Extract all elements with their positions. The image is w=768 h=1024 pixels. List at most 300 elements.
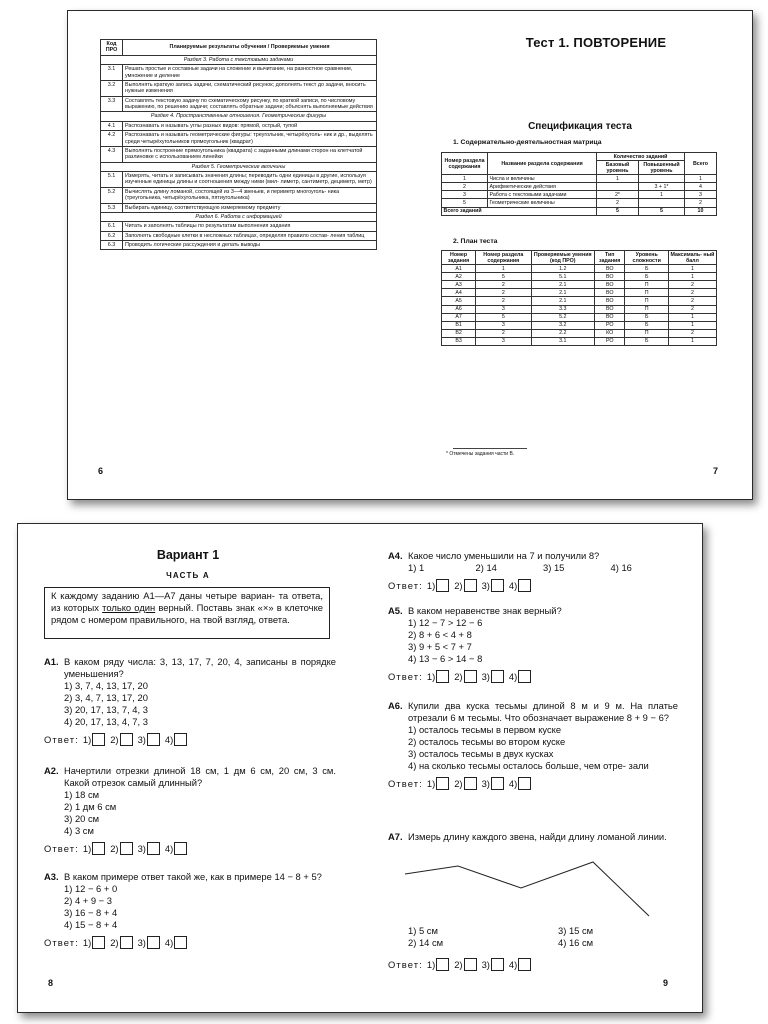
plan-row (442, 265, 717, 273)
option-4: 4) на сколько тесьмы осталось больше, чем отре- зали (408, 760, 649, 771)
question-number: А5. (388, 605, 403, 616)
plan-cell: A4 (442, 289, 476, 297)
page-number-9: 9 (663, 978, 669, 988)
answer-num-3: 3) (137, 733, 146, 745)
plan-header-row (442, 251, 717, 265)
matrix-title: 1. Содержательно-деятельностная матрица (453, 139, 602, 146)
plan-cell: 2 (668, 297, 716, 305)
footnote-rule (453, 448, 527, 449)
answer-checkbox-2[interactable] (120, 733, 133, 746)
outcomes-row (101, 203, 377, 212)
outcome-code: 5.3 (101, 203, 123, 212)
answer-checkbox-2[interactable] (464, 777, 477, 790)
plan-header-cell: Уровень сложности (625, 251, 668, 265)
matrix-header-adv: Повышенный уровень (639, 161, 685, 175)
answer-num-1: 1) (426, 670, 436, 682)
answer-num-3: 3) (481, 777, 490, 789)
answer-checkbox-4[interactable] (518, 777, 531, 790)
option-2: 2) 1 дм 6 см (64, 801, 117, 812)
plan-cell: 1 (668, 321, 716, 329)
outcome-text: Распознавать и называть геометрические фигуры: треугольник, четырёхуголь- ник и др., выделять среди четырёхугольников прямоугольник (квадрат) (123, 131, 377, 147)
matrix-base: 2* (597, 191, 639, 199)
answer-num-3: 3) (137, 936, 146, 948)
plan-cell: 5.1 (531, 273, 594, 281)
outcomes-header-code: Код ПРО (101, 40, 123, 56)
matrix-base: 1 (597, 175, 639, 183)
matrix-row (442, 191, 717, 199)
plan-cell: 1 (476, 265, 531, 273)
outcomes-header-results: Планируемые результаты обучения / Проверяемые умения (123, 40, 377, 56)
option-4: 4) 16 см (558, 937, 594, 948)
answer-num-1: 1) (82, 842, 92, 854)
matrix-total-row (442, 207, 717, 215)
question-text: Купили два куска тесьмы длиной 8 м и 9 м. На платье отрезали 6 м тесьмы. Что обозначает выражение 8 + 9 − 6? (408, 700, 678, 723)
answer-checkbox-4[interactable] (518, 579, 531, 592)
plan-cell: A5 (442, 297, 476, 305)
answer-checkbox-2[interactable] (120, 842, 133, 855)
matrix-base (597, 183, 639, 191)
plan-table-body (442, 265, 717, 346)
answer-label: Ответ: (44, 842, 79, 854)
answer-checkbox-1[interactable] (92, 842, 105, 855)
page-number-7: 7 (713, 466, 719, 476)
answer-checkbox-4[interactable] (518, 958, 531, 971)
answer-checkbox-3[interactable] (491, 670, 504, 683)
question-number: А7. (388, 831, 403, 842)
question-a6 (388, 700, 678, 790)
answer-num-1: 1) (426, 777, 436, 789)
plan-cell: 1 (668, 273, 716, 281)
question-a2 (44, 765, 336, 855)
matrix-base: 2 (597, 199, 639, 207)
outcomes-row (101, 172, 377, 188)
option-2: 2) 14 (475, 562, 497, 573)
answer-checkbox-2[interactable] (464, 958, 477, 971)
matrix-header-name: Название раздела содержания (488, 153, 597, 175)
matrix-total: 3 (685, 191, 717, 199)
answer-checkbox-2[interactable] (464, 670, 477, 683)
plan-cell: 2 (668, 289, 716, 297)
plan-cell: 2.2 (531, 329, 594, 337)
answer-checkbox-1[interactable] (436, 670, 449, 683)
plan-cell: 2 (476, 297, 531, 305)
option-3: 3) осталось тесьмы в двух кусках (408, 748, 554, 759)
plan-cell: 5 (476, 313, 531, 321)
outcome-code: 5.2 (101, 187, 123, 203)
answer-row (44, 842, 336, 855)
question-a7-options (388, 925, 678, 971)
plan-header-cell: Тип задания (594, 251, 625, 265)
page-number-8: 8 (48, 978, 54, 988)
option-1: 1) 1 (408, 562, 425, 573)
instruction-text-a: К каждому заданию А1—А7 даны четыре вариан- та ответа, из которых (51, 590, 323, 613)
option-2: 2) 14 см (408, 937, 444, 948)
plan-cell: Б (625, 337, 668, 345)
outcomes-row (101, 65, 377, 81)
matrix-adv: 1 (639, 191, 685, 199)
outcome-code: 6.1 (101, 222, 123, 231)
answer-num-4: 4) (508, 579, 518, 591)
plan-cell: 2 (476, 289, 531, 297)
plan-cell: ВО (594, 281, 625, 289)
matrix-table-body (442, 175, 717, 215)
question-a1 (44, 656, 336, 746)
answer-checkbox-3[interactable] (147, 733, 160, 746)
plan-cell: Б (625, 313, 668, 321)
plan-cell: ВО (594, 313, 625, 321)
option-3: 3) 16 − 8 + 4 (64, 907, 118, 918)
answer-checkbox-2[interactable] (464, 579, 477, 592)
spec-title: Спецификация теста (528, 121, 632, 132)
matrix-total-base: 5 (597, 207, 639, 215)
plan-cell: РО (594, 337, 625, 345)
answer-num-1: 1) (82, 936, 92, 948)
option-4: 4) 15 − 8 + 4 (64, 919, 118, 930)
answer-checkbox-1[interactable] (92, 936, 105, 949)
option-4: 4) 13 − 6 > 14 − 8 (408, 653, 483, 664)
outcome-text: Выбирать единицу, соответствующую измеряемому предмету (123, 203, 377, 212)
question-text: В каком ряду числа: 3, 13, 17, 7, 20, 4, записаны в порядке уменьшения? (64, 656, 336, 679)
instruction-box (44, 587, 330, 639)
outcomes-section-row (101, 55, 377, 64)
answer-num-1: 1) (426, 958, 436, 970)
question-a4 (388, 550, 678, 592)
plan-row (442, 329, 717, 337)
question-number: А2. (44, 765, 59, 776)
instruction-underlined: только один (102, 602, 156, 613)
plan-cell: Б (625, 321, 668, 329)
matrix-header-base: Базовый уровень (597, 161, 639, 175)
part-title: ЧАСТЬ А (166, 571, 210, 580)
matrix-total-label: Всего заданий (442, 207, 597, 215)
answer-num-3: 3) (481, 579, 490, 591)
answer-num-3: 3) (137, 842, 146, 854)
option-4: 4) 16 (610, 562, 632, 573)
outcome-text: Измерять, читать и записывать значения длины; переводить одни единицы в другие, используя изученные единицы длины и соотношения между ними (мил- лиметр, сантиметр, дециметр, метр) (123, 172, 377, 188)
plan-header-cell: Максималь- ный балл (668, 251, 716, 265)
plan-cell: 3 (476, 337, 531, 345)
answer-checkbox-1[interactable] (92, 733, 105, 746)
plan-cell: A2 (442, 273, 476, 281)
option-3: 3) 20, 17, 13, 7, 4, 3 (64, 704, 148, 715)
plan-header-cell: Номер задания (442, 251, 476, 265)
outcome-code: 4.3 (101, 146, 123, 162)
plan-cell: ВО (594, 305, 625, 313)
plan-table (441, 250, 717, 346)
section-heading: Раздел 4. Пространственные отношения. Геометрические фигуры (101, 112, 377, 121)
outcomes-row (101, 187, 377, 203)
plan-cell: 1 (668, 313, 716, 321)
matrix-row (442, 183, 717, 191)
plan-cell: П (625, 297, 668, 305)
plan-cell: 2 (668, 281, 716, 289)
answer-checkbox-4[interactable] (174, 842, 187, 855)
answer-num-4: 4) (508, 670, 518, 682)
outcome-text: Читать и заполнять таблицы по результатам выполнения задания (123, 222, 377, 231)
plan-cell: 1 (668, 265, 716, 273)
matrix-adv (639, 199, 685, 207)
question-text: В каком неравенстве знак верный? (408, 605, 562, 616)
matrix-adv (639, 175, 685, 183)
option-2: 2) осталось тесьмы во втором куске (408, 736, 566, 747)
answer-num-4: 4) (164, 936, 174, 948)
plan-cell: ВО (594, 289, 625, 297)
answer-num-2: 2) (454, 777, 463, 789)
question-number: А3. (44, 871, 59, 882)
matrix-header-total: Всего (685, 153, 717, 175)
matrix-total-adv: 5 (639, 207, 685, 215)
answer-label: Ответ: (44, 733, 79, 745)
outcomes-section-row (101, 112, 377, 121)
plan-row (442, 321, 717, 329)
plan-cell: 5.2 (531, 313, 594, 321)
answer-num-2: 2) (110, 842, 119, 854)
plan-cell: B3 (442, 337, 476, 345)
broken-line-figure (403, 858, 653, 920)
plan-row (442, 313, 717, 321)
answer-num-2: 2) (110, 936, 119, 948)
answer-row (388, 777, 678, 790)
plan-cell: 3 (476, 321, 531, 329)
plan-header-cell: Номер раздела содержания (476, 251, 531, 265)
outcome-text: Решать простые и составные задачи на сложение и вычитание, на разностное сравнение, умножение и деление (123, 65, 377, 81)
answer-checkbox-3[interactable] (147, 842, 160, 855)
answer-checkbox-4[interactable] (174, 733, 187, 746)
plan-row (442, 281, 717, 289)
outcome-code: 3.3 (101, 96, 123, 112)
outcomes-section-row (101, 212, 377, 221)
outcome-text: Составлять текстовую задачу по схематическому рисунку, по краткой записи, по числовому выражению, по решению задачи; составлять обратные задачи; объяснять выполняемые действия (123, 96, 377, 112)
outcomes-row (101, 241, 377, 250)
plan-cell: 3.1 (531, 337, 594, 345)
answer-num-2: 2) (110, 733, 119, 745)
matrix-adv: 3 + 1* (639, 183, 685, 191)
option-3: 3) 20 см (64, 813, 100, 824)
answer-checkbox-2[interactable] (120, 936, 133, 949)
answer-checkbox-1[interactable] (436, 579, 449, 592)
plan-cell: КО (594, 329, 625, 337)
answer-num-3: 3) (481, 958, 490, 970)
section-heading: Раздел 6. Работа с информацией (101, 212, 377, 221)
answer-num-2: 2) (454, 958, 463, 970)
outcomes-row (101, 121, 377, 130)
question-a7 (388, 831, 678, 843)
matrix-row (442, 175, 717, 183)
answer-num-1: 1) (426, 579, 436, 591)
plan-cell: ВО (594, 273, 625, 281)
option-4: 4) 20, 17, 13, 4, 7, 3 (64, 716, 148, 727)
matrix-name: Геометрические величины (488, 199, 597, 207)
question-a3 (44, 871, 336, 949)
outcome-code: 5.1 (101, 172, 123, 188)
matrix-row (442, 199, 717, 207)
plan-cell: П (625, 329, 668, 337)
matrix-num: 1 (442, 175, 488, 183)
plan-row (442, 297, 717, 305)
plan-cell: 2.1 (531, 281, 594, 289)
outcome-text: Выполнять построение прямоугольника (квадрата) с заданными длинами сторон на клетчатой разлиновке с использованием линейки (123, 146, 377, 162)
question-a5 (388, 605, 678, 683)
answer-label: Ответ: (388, 670, 423, 682)
question-text: В каком примере ответ такой же, как в примере 14 − 8 + 5? (64, 871, 322, 882)
plan-cell: A1 (442, 265, 476, 273)
matrix-total: 1 (685, 175, 717, 183)
plan-cell: 1 (668, 337, 716, 345)
spread-pages-8-9 (17, 523, 703, 1013)
plan-cell: РО (594, 321, 625, 329)
section-heading: Раздел 3. Работа с текстовыми задачами (101, 55, 377, 64)
variant-title: Вариант 1 (156, 548, 220, 562)
question-number: А1. (44, 656, 59, 667)
question-text: Какое число уменьшили на 7 и получили 8? (408, 550, 600, 561)
plan-cell: 2 (668, 329, 716, 337)
plan-cell: 2 (476, 329, 531, 337)
matrix-num: 2 (442, 183, 488, 191)
test-title: Тест 1. ПОВТОРЕНИЕ (525, 35, 667, 50)
answer-checkbox-4[interactable] (518, 670, 531, 683)
outcomes-section-row (101, 162, 377, 171)
question-text: Начертили отрезки длиной 18 см, 1 дм 6 см, 20 см, 3 см. Какой отрезок самый длинный? (64, 765, 336, 788)
plan-row (442, 273, 717, 281)
answer-checkbox-3[interactable] (147, 936, 160, 949)
answer-label: Ответ: (44, 936, 79, 948)
plan-cell: 2 (668, 305, 716, 313)
outcome-text: Выполнять краткую запись задачи, схематический рисунок; дополнять текст до задачи, вносить нужные изменения (123, 80, 377, 96)
option-3: 3) 15 (543, 562, 565, 573)
outcomes-row (101, 80, 377, 96)
matrix-total-all: 10 (685, 207, 717, 215)
option-1: 1) 3, 7, 4, 13, 17, 20 (64, 680, 148, 691)
outcomes-row (101, 131, 377, 147)
answer-checkbox-3[interactable] (491, 579, 504, 592)
matrix-total: 2 (685, 199, 717, 207)
plan-cell: Б (625, 265, 668, 273)
plan-cell: A6 (442, 305, 476, 313)
plan-cell: 5 (476, 273, 531, 281)
answer-label: Ответ: (388, 958, 423, 970)
answer-checkbox-3[interactable] (491, 777, 504, 790)
answer-label: Ответ: (388, 579, 423, 591)
matrix-num: 5 (442, 199, 488, 207)
outcome-code: 6.3 (101, 241, 123, 250)
page-number-6: 6 (98, 466, 104, 476)
option-1: 1) 12 − 6 + 0 (64, 883, 118, 894)
option-1: 1) 12 − 7 > 12 − 6 (408, 617, 483, 628)
plan-cell: 2.1 (531, 289, 594, 297)
outcomes-table (100, 39, 377, 250)
plan-cell: A7 (442, 313, 476, 321)
answer-row (44, 733, 336, 746)
outcome-code: 3.2 (101, 80, 123, 96)
plan-title: 2. План теста (453, 238, 498, 245)
option-2: 2) 8 + 6 < 4 + 8 (408, 629, 472, 640)
outcome-text: Проводить логические рассуждения и делать выводы (123, 241, 377, 250)
matrix-num: 3 (442, 191, 488, 199)
question-number: А4. (388, 550, 403, 561)
answer-num-4: 4) (508, 958, 518, 970)
spread-pages-6-7 (67, 10, 753, 500)
option-1: 1) осталось тесьмы в первом куске (408, 724, 562, 735)
plan-row (442, 305, 717, 313)
plan-cell: 3.2 (531, 321, 594, 329)
answer-num-2: 2) (454, 579, 463, 591)
option-2: 2) 3, 4, 7, 13, 17, 20 (64, 692, 148, 703)
outcome-text: Распознавать и называть углы разных видов: прямой, острый, тупой (123, 121, 377, 130)
plan-cell: B1 (442, 321, 476, 329)
question-number: А6. (388, 700, 403, 711)
matrix-header-count: Количество заданий (597, 153, 685, 161)
plan-cell: ВО (594, 297, 625, 305)
outcome-code: 4.1 (101, 121, 123, 130)
outcomes-row (101, 96, 377, 112)
outcome-code: 3.1 (101, 65, 123, 81)
answer-checkbox-4[interactable] (174, 936, 187, 949)
answer-label: Ответ: (388, 777, 423, 789)
matrix-name: Арифметические действия (488, 183, 597, 191)
option-4: 4) 3 см (64, 825, 94, 836)
question-text: Измерь длину каждого звена, найди длину ломаной линии. (408, 831, 667, 842)
plan-cell: П (625, 281, 668, 289)
answer-num-4: 4) (164, 842, 174, 854)
answer-num-2: 2) (454, 670, 463, 682)
answer-row (388, 670, 678, 683)
plan-cell: B2 (442, 329, 476, 337)
option-3: 3) 9 + 5 < 7 + 7 (408, 641, 472, 652)
matrix-name: Числа и величины (488, 175, 597, 183)
matrix-header-num: Номер раздела содержания (442, 153, 488, 175)
outcomes-table-body (101, 55, 377, 250)
option-1: 1) 18 см (64, 789, 100, 800)
matrix-total: 4 (685, 183, 717, 191)
plan-cell: 1.2 (531, 265, 594, 273)
matrix-name: Работа с текстовыми задачами (488, 191, 597, 199)
outcomes-row (101, 146, 377, 162)
option-3: 3) 15 см (558, 925, 594, 936)
answer-num-1: 1) (82, 733, 92, 745)
plan-cell: 3 (476, 305, 531, 313)
section-heading: Раздел 5. Геометрические величины (101, 162, 377, 171)
option-2: 2) 4 + 9 − 3 (64, 895, 112, 906)
answer-checkbox-1[interactable] (436, 777, 449, 790)
plan-cell: Б (625, 273, 668, 281)
answer-checkbox-3[interactable] (491, 958, 504, 971)
plan-cell: П (625, 289, 668, 297)
plan-cell: A3 (442, 281, 476, 289)
outcome-text: Заполнять свободные клетки в несложных таблицах, определяя правило состав- ления таблиц (123, 231, 377, 240)
answer-num-4: 4) (508, 777, 518, 789)
option-1: 1) 5 см (408, 925, 438, 936)
outcome-code: 6.2 (101, 231, 123, 240)
answer-checkbox-1[interactable] (436, 958, 449, 971)
answer-row (388, 579, 678, 592)
plan-header-cell: Проверяемые умения (код ПРО) (531, 251, 594, 265)
outcomes-row (101, 231, 377, 240)
plan-row (442, 289, 717, 297)
answer-row (44, 936, 336, 949)
answer-row (388, 958, 678, 971)
plan-cell: 2.1 (531, 297, 594, 305)
plan-cell: 2 (476, 281, 531, 289)
answer-num-4: 4) (164, 733, 174, 745)
plan-cell: ВО (594, 265, 625, 273)
plan-cell: 3.3 (531, 305, 594, 313)
instruction-text-b: верный. Поставь знак «×» в клеточке рядом с номером правильного, на твой взгляд, ответа. (51, 602, 323, 625)
outcome-text: Вычислять длину ломаной, состоящей из 3—4 звеньев, и периметр многоуголь- ника (треугольника, четырёхугольника, пятиугольника) (123, 187, 377, 203)
plan-cell: П (625, 305, 668, 313)
footnote: * Отмечены задания части В. (446, 451, 515, 457)
plan-row (442, 337, 717, 345)
outcome-code: 4.2 (101, 131, 123, 147)
